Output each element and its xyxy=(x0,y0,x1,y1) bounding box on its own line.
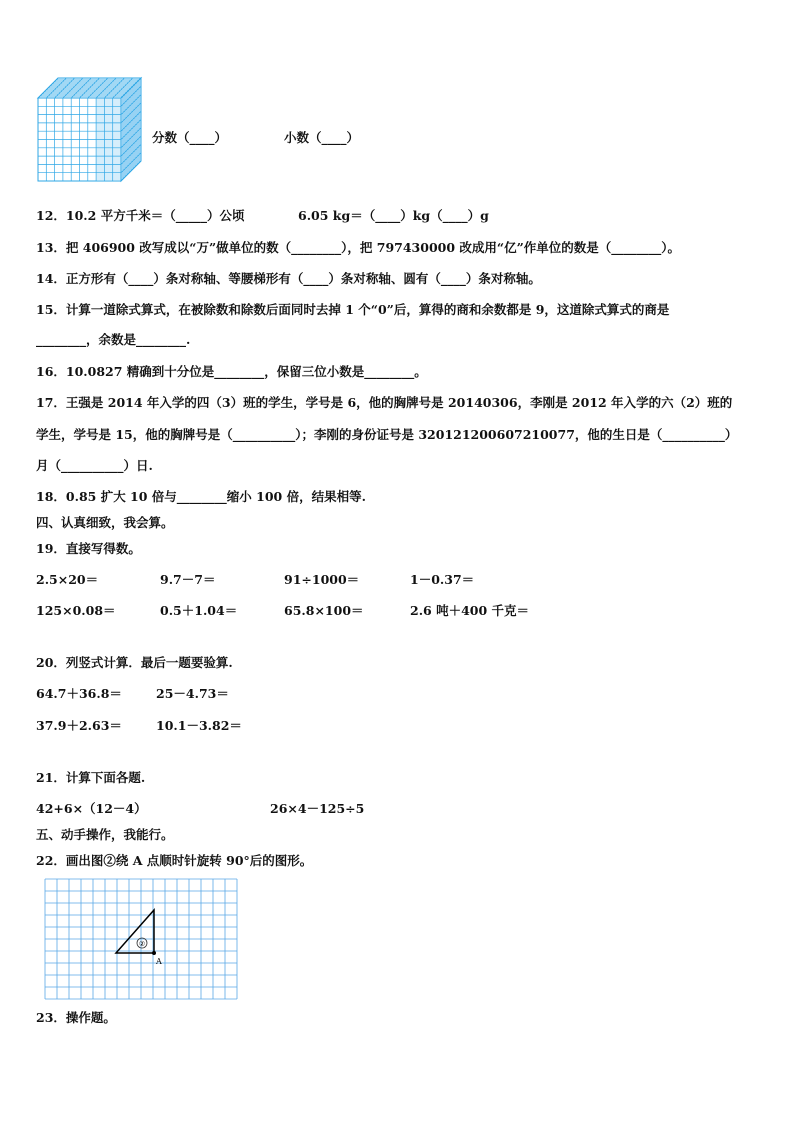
q17-line1: 17．王强是 2014 年入学的四（3）班的学生，学号是 6，他的胸牌号是 20140306，李刚是 2012 年入学的六（2）班的 xyxy=(36,395,733,410)
q14: 14．正方形有（____）条对称轴、等腰梯形有（____）条对称轴、圆有（____）条对称轴。 xyxy=(36,271,541,286)
q16: 16．10.0827 精确到十分位是________，保留三位小数是________。 xyxy=(36,364,427,379)
point-a-dot xyxy=(152,951,156,955)
q19-item: 65.8×100＝ xyxy=(284,603,364,618)
q19-item: 125×0.08＝ xyxy=(36,603,116,618)
rotation-grid-figure xyxy=(44,878,244,1000)
q19-item: 0.5＋1.04＝ xyxy=(160,603,238,618)
q12-part-b: 6.05 kg＝（____）kg（____）g xyxy=(298,208,489,223)
q18: 18．0.85 扩大 10 倍与________缩小 100 倍，结果相等. xyxy=(36,489,366,504)
section-4-heading: 四、认真细致，我会算。 xyxy=(36,515,174,530)
triangle-shape xyxy=(116,910,154,953)
cube-decimal-label: 小数（____） xyxy=(284,130,360,145)
q21-item: 26×4－125÷5 xyxy=(270,801,365,816)
point-a-label: A xyxy=(156,957,162,966)
q20-item: 37.9＋2.63＝ xyxy=(36,718,122,733)
q17-line2: 学生，学号是 15，他的胸牌号是（__________）；李刚的身份证号是 320121200607210077，他的生日是（__________） xyxy=(36,427,738,442)
q15-line1: 15．计算一道除式算式，在被除数和除数后面同时去掉 1 个“0”后，算得的商和余数都是 9，这道除式算式的商是 xyxy=(36,302,670,317)
q21-title: 21．计算下面各题. xyxy=(36,770,146,785)
q19-item: 91÷1000＝ xyxy=(284,572,360,587)
cube-figure xyxy=(36,74,161,196)
fig-label: ② xyxy=(138,940,146,948)
q20-item: 64.7＋36.8＝ xyxy=(36,686,122,701)
q22-title: 22．画出图②绕 A 点顺时针旋转 90°后的图形。 xyxy=(36,853,313,868)
q19-item: 2.6 吨＋400 千克＝ xyxy=(410,603,530,618)
q23: 23．操作题。 xyxy=(36,1010,116,1025)
section-5-heading: 五、动手操作，我能行。 xyxy=(36,827,174,842)
cube-fraction-label: 分数（____） xyxy=(152,130,228,145)
q13: 13．把 406900 改写成以“万”做单位的数（________），把 797430000 改成用“亿”作单位的数是（________）。 xyxy=(36,240,681,255)
q19-title: 19．直接写得数。 xyxy=(36,541,141,556)
q19-item: 9.7－7＝ xyxy=(160,572,216,587)
q20-title: 20．列竖式计算．最后一题要验算. xyxy=(36,655,233,670)
q21-item: 42+6×（12－4） xyxy=(36,801,147,816)
q19-item: 1－0.37＝ xyxy=(410,572,475,587)
q15-line2: ________，余数是________. xyxy=(36,332,191,347)
q12-part-a: 12．10.2 平方千米＝（_____）公顷 xyxy=(36,208,245,223)
q20-item: 10.1－3.82＝ xyxy=(156,718,242,733)
q17-line3: 月（__________）日. xyxy=(36,458,153,473)
q20-item: 25－4.73＝ xyxy=(156,686,229,701)
q19-item: 2.5×20＝ xyxy=(36,572,99,587)
grid-lines xyxy=(45,879,237,999)
